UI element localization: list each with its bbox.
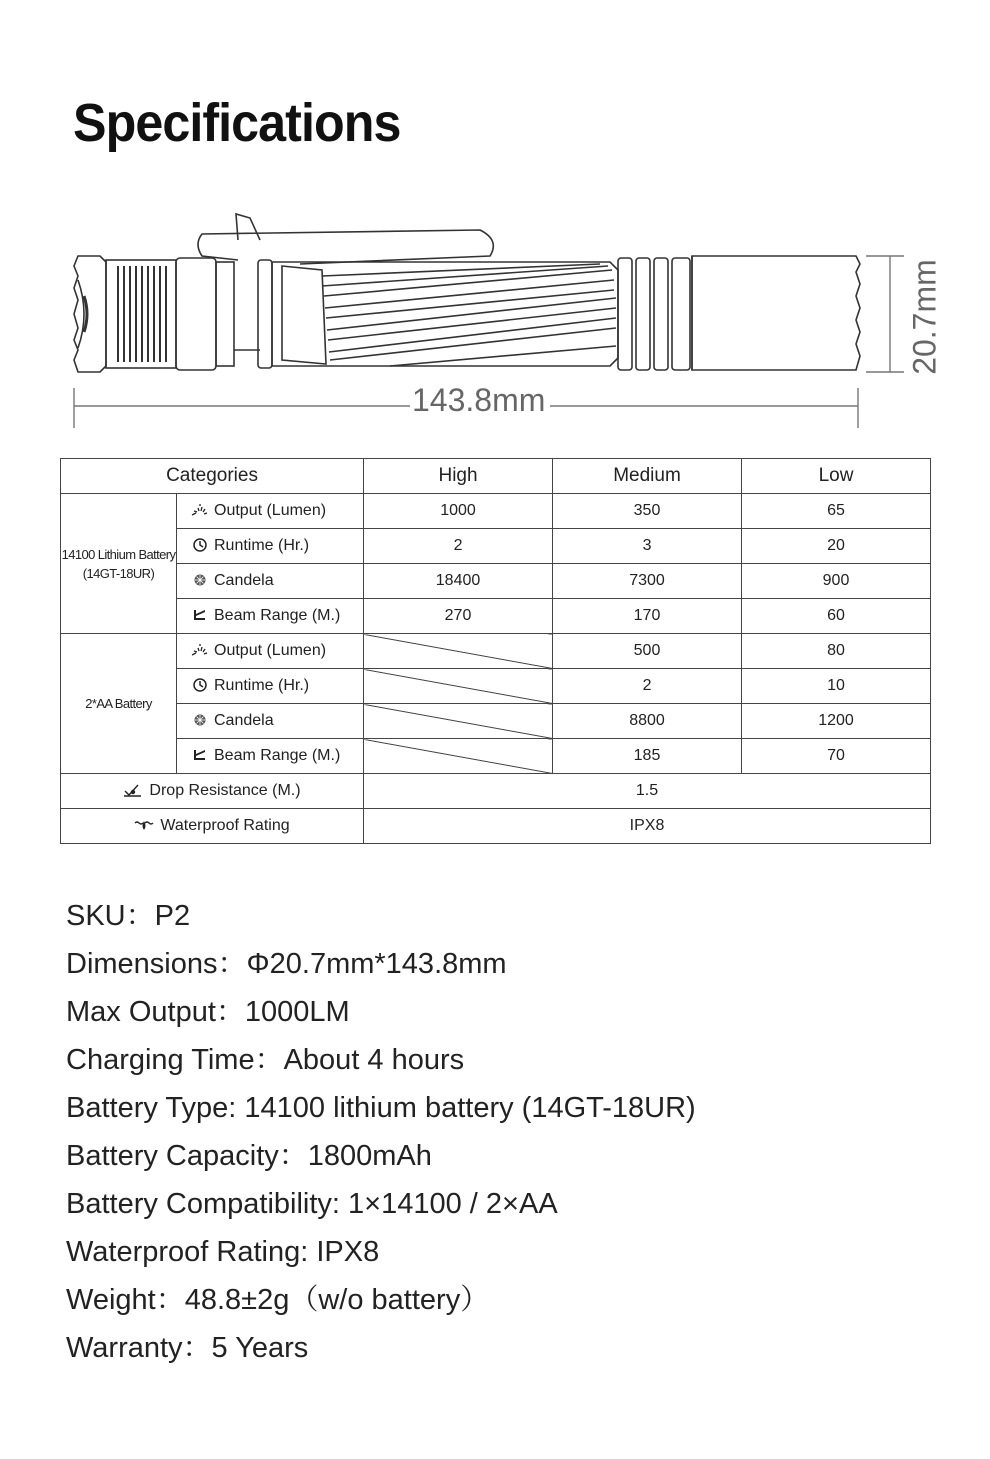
category-label: Candela	[214, 572, 274, 589]
category-label: Beam Range (M.)	[214, 747, 341, 764]
value-cell: 7300	[553, 564, 742, 599]
waterproof-cell	[61, 809, 364, 844]
category-cell	[177, 739, 364, 774]
value-cell: 65	[742, 494, 931, 529]
value-cell: 10	[742, 669, 931, 704]
value-cell: 2	[553, 669, 742, 704]
empty-cell	[364, 704, 553, 739]
waterproof-label: Waterproof Rating	[160, 817, 290, 834]
output-icon	[191, 643, 209, 657]
group-label-line2: (14GT-18UR)	[82, 565, 155, 581]
empty-cell	[364, 634, 553, 669]
spec-table	[60, 458, 931, 844]
category-cell	[177, 634, 364, 669]
spec-battery-compatibility: Battery Compatibility: 1×14100 / 2×AA	[66, 1188, 558, 1220]
group-lithium-label	[61, 494, 177, 634]
category-cell	[177, 494, 364, 529]
table-row	[61, 704, 931, 739]
drop-resistance-value: 1.5	[364, 774, 931, 809]
table-row	[61, 529, 931, 564]
spec-battery-capacity: Battery Capacity：1800mAh	[66, 1140, 432, 1172]
category-cell	[177, 704, 364, 739]
category-label: Candela	[214, 712, 274, 729]
category-cell	[177, 669, 364, 704]
table-row	[61, 564, 931, 599]
output-icon	[191, 503, 209, 517]
waterproof-icon	[134, 818, 154, 832]
spec-warranty: Warranty：5 Years	[66, 1332, 309, 1364]
diameter-dimension	[905, 258, 945, 376]
table-row	[61, 669, 931, 704]
category-label: Output (Lumen)	[214, 642, 327, 659]
value-cell: 18400	[364, 564, 553, 599]
group-aa-label: 2*AA Battery	[61, 634, 177, 774]
diameter-label: 20.7mm	[906, 259, 943, 375]
value-cell: 20	[742, 529, 931, 564]
table-row	[61, 774, 931, 809]
empty-cell	[364, 739, 553, 774]
spec-sku: SKU：P2	[66, 900, 191, 932]
value-cell: 270	[364, 599, 553, 634]
drop-icon	[123, 783, 143, 797]
spec-charging-time: Charging Time：About 4 hours	[66, 1044, 465, 1076]
value-cell: 70	[742, 739, 931, 774]
value-cell: 900	[742, 564, 931, 599]
drop-resistance-label: Drop Resistance (M.)	[149, 782, 301, 799]
category-label: Output (Lumen)	[214, 502, 327, 519]
category-label: Runtime (Hr.)	[214, 677, 310, 694]
spec-max-output: Max Output：1000LM	[66, 996, 350, 1028]
beam-range-icon	[191, 608, 209, 622]
header-categories: Categories	[61, 459, 364, 494]
value-cell: 3	[553, 529, 742, 564]
value-cell: 1000	[364, 494, 553, 529]
spec-weight: Weight：48.8±2g（w/o battery）	[66, 1284, 490, 1316]
table-row	[61, 599, 931, 634]
group-label-line1: 14100 Lithium Battery	[61, 546, 176, 562]
value-cell: 350	[553, 494, 742, 529]
header-high: High	[364, 459, 553, 494]
value-cell: 500	[553, 634, 742, 669]
value-cell: 2	[364, 529, 553, 564]
header-medium: Medium	[553, 459, 742, 494]
header-low: Low	[742, 459, 931, 494]
length-dimension: 143.8mm	[412, 382, 546, 418]
category-label: Beam Range (M.)	[214, 607, 341, 624]
table-row	[61, 809, 931, 844]
value-cell: 60	[742, 599, 931, 634]
value-cell: 8800	[553, 704, 742, 739]
category-cell	[177, 529, 364, 564]
candela-icon	[191, 573, 209, 587]
empty-cell	[364, 669, 553, 704]
page-title: Specifications	[73, 93, 401, 153]
category-cell	[177, 564, 364, 599]
spec-dimensions: Dimensions：Φ20.7mm*143.8mm	[66, 948, 507, 980]
value-cell: 1200	[742, 704, 931, 739]
table-header-row	[61, 459, 931, 494]
runtime-icon	[191, 538, 209, 552]
spec-waterproof-rating: Waterproof Rating: IPX8	[66, 1236, 380, 1268]
drop-resistance-cell	[61, 774, 364, 809]
spec-battery-type: Battery Type: 14100 lithium battery (14GT-18UR)	[66, 1092, 696, 1124]
table-row	[61, 739, 931, 774]
table-row	[61, 494, 931, 529]
value-cell: 170	[553, 599, 742, 634]
category-label: Runtime (Hr.)	[214, 537, 310, 554]
spec-list	[66, 892, 696, 1372]
table-row	[61, 634, 931, 669]
waterproof-value: IPX8	[364, 809, 931, 844]
beam-range-icon	[191, 748, 209, 762]
category-cell	[177, 599, 364, 634]
candela-icon	[191, 713, 209, 727]
value-cell: 80	[742, 634, 931, 669]
runtime-icon	[191, 678, 209, 692]
value-cell: 185	[553, 739, 742, 774]
